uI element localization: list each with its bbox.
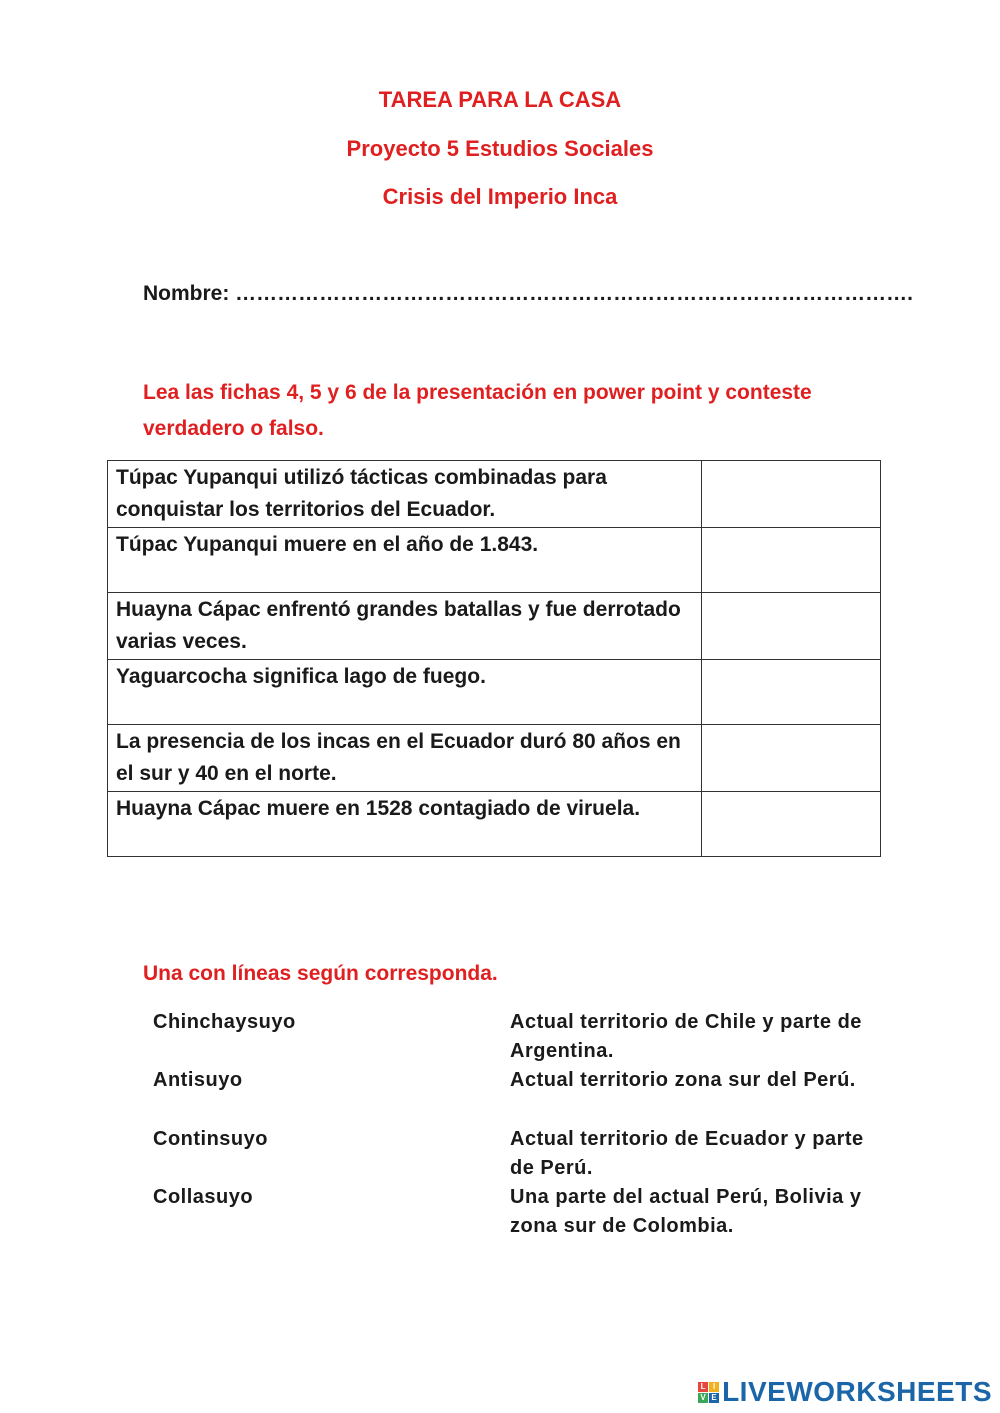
logo-mark-icon: L I V E (698, 1382, 719, 1403)
match-left-item[interactable]: Continsuyo (153, 1128, 268, 1150)
logo-text: LIVEWORKSHEETS (722, 1376, 992, 1407)
answer-cell[interactable] (702, 792, 881, 857)
statement-cell: Túpac Yupanqui muere en el año de 1.843. (108, 528, 702, 593)
table-row (108, 528, 881, 593)
header-subtitle: Proyecto 5 Estudios Sociales (346, 136, 654, 161)
true-false-table (107, 460, 881, 857)
liveworksheets-logo (698, 1375, 992, 1409)
answer-cell[interactable] (702, 660, 881, 725)
instruction-matching: Una con líneas según corresponda. (143, 962, 498, 985)
match-left-item[interactable]: Antisuyo (153, 1069, 243, 1091)
header-title: TAREA PARA LA CASA (378, 87, 622, 112)
instruction-true-false: Lea las fichas 4, 5 y 6 de la presentación en power point y conteste verdadero o falso. (143, 381, 812, 440)
header-topic: Crisis del Imperio Inca (382, 184, 618, 209)
table-row (108, 461, 881, 528)
answer-cell[interactable] (702, 528, 881, 593)
match-left-item[interactable]: Chinchaysuyo (153, 1011, 296, 1033)
statement-cell: Huayna Cápac enfrentó grandes batallas y fue derrotado varias veces. (108, 593, 702, 660)
match-left-item[interactable]: Collasuyo (153, 1186, 254, 1208)
answer-cell[interactable] (702, 593, 881, 660)
match-right-item[interactable]: Actual territorio zona sur del Perú. (510, 1069, 856, 1091)
answer-cell[interactable] (702, 461, 881, 528)
table-row (108, 792, 881, 857)
match-right-item[interactable]: Actual territorio de Ecuador y parte de Perú. (510, 1128, 864, 1179)
statement-cell: La presencia de los incas en el Ecuador duró 80 años en el sur y 40 en el norte. (108, 725, 702, 792)
table-row (108, 725, 881, 792)
table-row (108, 593, 881, 660)
statement-cell: Túpac Yupanqui utilizó tácticas combinadas para conquistar los territorios del Ecuador. (108, 461, 702, 528)
statement-cell: Yaguarcocha significa lago de fuego. (108, 660, 702, 725)
answer-cell[interactable] (702, 725, 881, 792)
table-row (108, 660, 881, 725)
match-right-item[interactable]: Actual territorio de Chile y parte de Argentina. (510, 1011, 862, 1062)
statement-cell: Huayna Cápac muere en 1528 contagiado de viruela. (108, 792, 702, 857)
match-right-item[interactable]: Una parte del actual Perú, Bolivia y zona sur de Colombia. (510, 1186, 862, 1237)
name-field[interactable]: Nombre: ……………………………………………………………………………………. (143, 282, 914, 305)
